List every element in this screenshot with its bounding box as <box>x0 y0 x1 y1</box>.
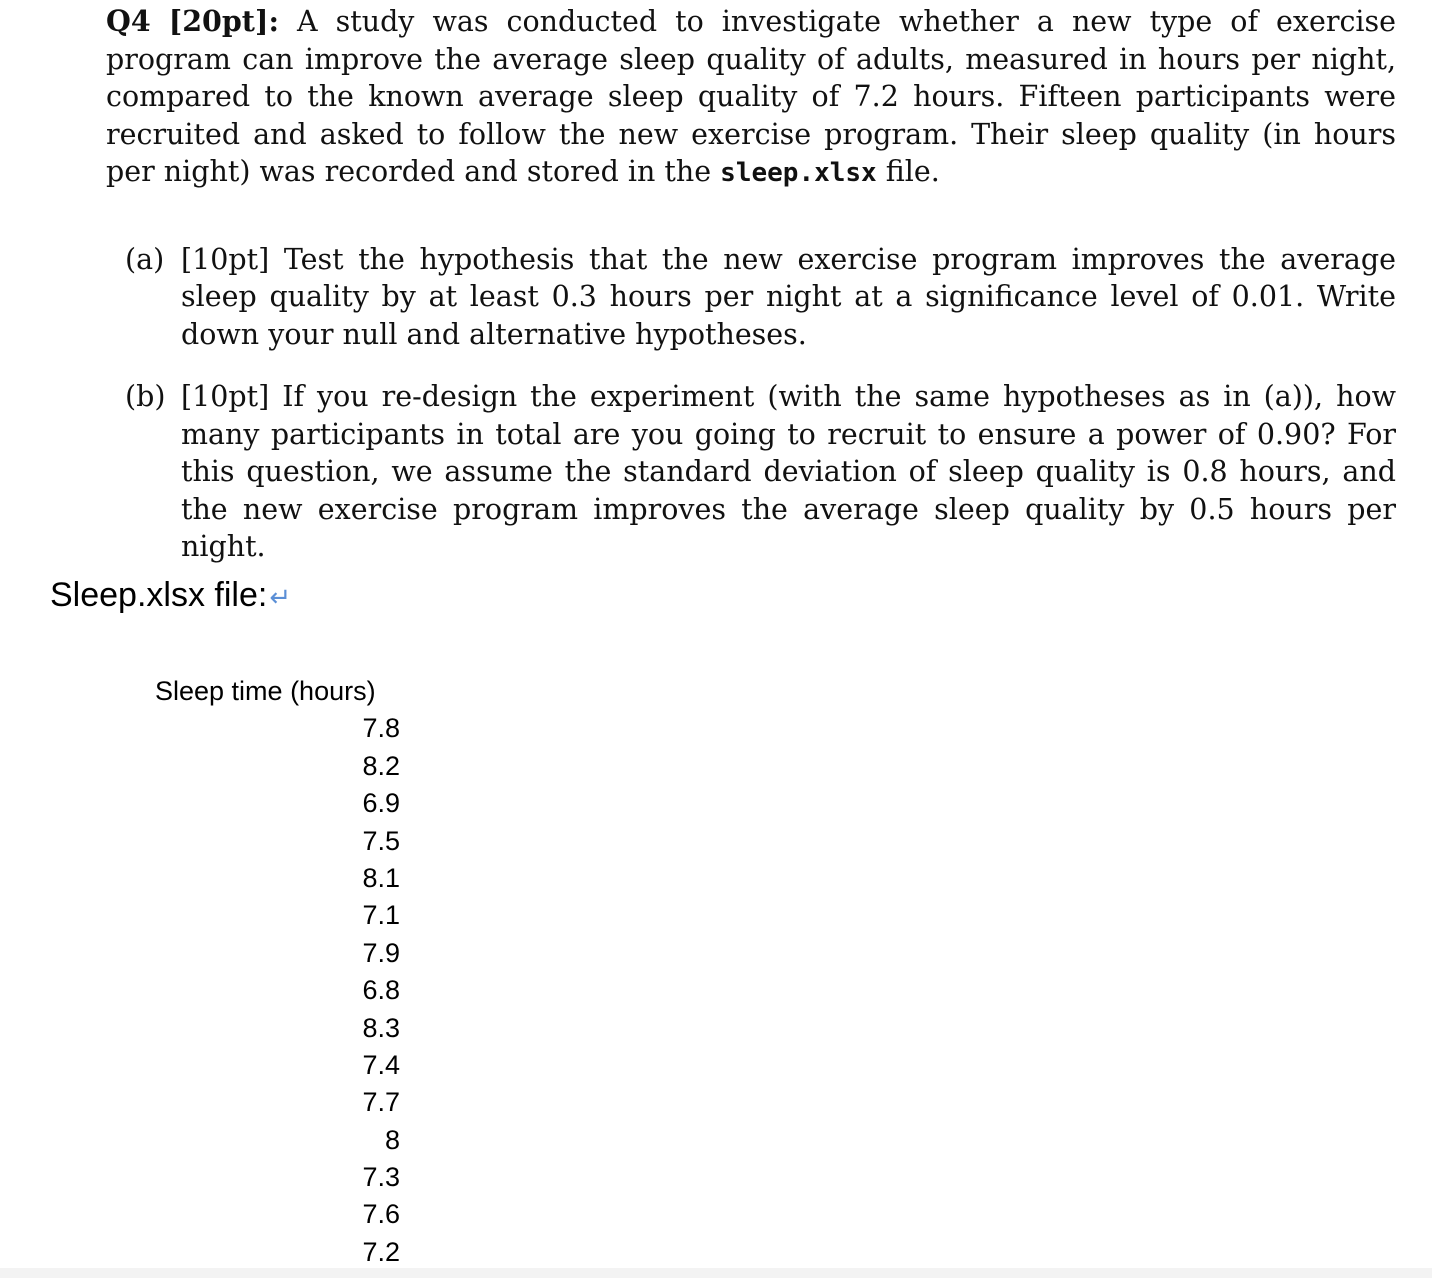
table-cell: 7.7 <box>362 1087 400 1118</box>
table-cell: 7.3 <box>362 1162 400 1193</box>
question-block <box>106 0 1396 566</box>
table-cell: 8.3 <box>362 1012 400 1043</box>
table-cell: 7.8 <box>362 713 400 744</box>
question-number: Q4 <box>106 4 151 38</box>
table-cell: 8.2 <box>362 750 400 781</box>
page-bottom-edge <box>0 1268 1432 1278</box>
table-cell: 8.1 <box>362 862 400 893</box>
table-cell: 7.4 <box>362 1049 400 1080</box>
sleep-data-table <box>155 673 405 1271</box>
table-cell: 7.9 <box>362 937 400 968</box>
table-cell: 6.9 <box>362 788 400 819</box>
paragraph-return-icon: ↵ <box>269 582 292 612</box>
question-intro <box>106 3 1396 193</box>
question-intro-text: A study was conducted to investigate whether a new type of exercise program can improve the average sleep quality of adults, measured in hours per night, compared to the known average sleep quality of 7.2 hours. Fifteen participants were recruited and asked to follow the new exercise program. Their sleep quality (in hours per night) was recorded and stored in the <box>106 5 1397 188</box>
table-values-list <box>155 710 405 1271</box>
table-cell: 7.5 <box>362 825 400 856</box>
part-b-text: [10pt] If you re-design the experiment (with the same hypotheses as in (a)), how many participants in total are you going to recruit to ensure a power of 0.90? For this question, we assume the standard deviation of sleep quality is 0.8 hours, and the new exercise program improves the average sleep quality by 0.5 hours per night. <box>181 380 1396 563</box>
part-b-label: (b) <box>125 380 166 413</box>
question-points: [20pt]: <box>168 4 279 38</box>
question-file-suffix: file. <box>885 155 940 188</box>
question-file-name: sleep.xlsx <box>720 158 877 188</box>
table-cell: 7.2 <box>362 1236 400 1267</box>
question-part-a <box>125 241 1396 354</box>
file-section-heading <box>50 574 291 618</box>
question-part-b <box>125 378 1396 566</box>
table-column-header: Sleep time (hours) <box>155 676 376 706</box>
part-a-text: [10pt] Test the hypothesis that the new exercise program improves the average sleep quality by at least 0.3 hours per night at a significance level of 0.01. Write down your null and alternative hypotheses. <box>181 242 1396 351</box>
table-cell: 6.8 <box>362 975 400 1006</box>
table-cell: 7.6 <box>362 1199 400 1230</box>
file-heading-text: Sleep.xlsx file: <box>50 576 268 614</box>
table-cell: 8 <box>384 1124 400 1155</box>
part-a-label: (a) <box>125 242 165 276</box>
table-cell: 7.1 <box>362 900 400 931</box>
